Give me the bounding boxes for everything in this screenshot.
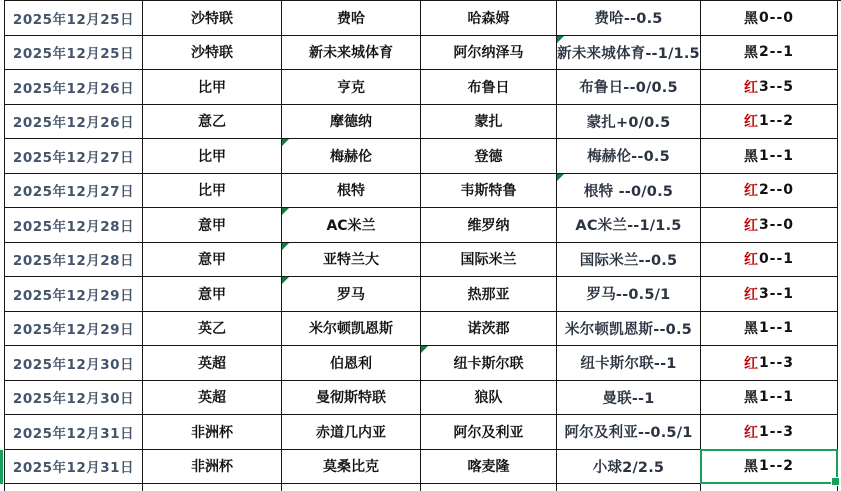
- home-team-text: 莫桑比克: [323, 459, 379, 476]
- date-text: 2025年12月30日: [12, 356, 135, 373]
- cell-date[interactable]: [5, 70, 143, 105]
- result-score-text: 2--1: [758, 44, 795, 61]
- result-score-text: 3--5: [758, 78, 795, 95]
- league-text: 沙特联: [191, 45, 233, 62]
- cell-handicap[interactable]: [557, 208, 701, 243]
- cell-result[interactable]: [701, 36, 838, 71]
- empty-cell[interactable]: [143, 484, 282, 491]
- cell-date[interactable]: [5, 139, 143, 174]
- date-text: 2025年12月28日: [12, 253, 135, 270]
- cell-away-team[interactable]: [421, 381, 557, 416]
- handicap-text: 罗马--0.5/1: [586, 287, 671, 304]
- cell-away-team[interactable]: [421, 312, 557, 347]
- home-team-text: 米尔顿凯恩斯: [309, 321, 393, 338]
- cell-date[interactable]: [5, 208, 143, 243]
- handicap-text: 米尔顿凯恩斯--0.5: [565, 321, 692, 338]
- home-team-text: 梅赫伦: [330, 148, 372, 165]
- table-row: [5, 277, 841, 312]
- cell-away-team[interactable]: [421, 1, 557, 36]
- error-triangle-icon: [557, 174, 564, 181]
- away-team-text: 蒙扎: [474, 114, 503, 131]
- cell-date[interactable]: [5, 381, 143, 416]
- cell-date[interactable]: [5, 450, 143, 485]
- league-text: 意甲: [198, 217, 226, 234]
- result-score-text: 1--3: [758, 423, 795, 440]
- league-text: 意甲: [198, 252, 226, 269]
- cell-home-team[interactable]: [282, 415, 421, 450]
- table-row: [5, 174, 841, 209]
- table-row: [5, 450, 841, 485]
- date-text: 2025年12月26日: [12, 115, 135, 132]
- result-score-text: 3--0: [758, 216, 795, 233]
- home-team-text: 赤道几内亚: [316, 424, 386, 441]
- cell-league[interactable]: [143, 312, 282, 347]
- cell-home-team[interactable]: [282, 312, 421, 347]
- cell-date[interactable]: [5, 415, 143, 450]
- result-prefix-text: 红: [743, 424, 759, 441]
- result-prefix-text: 黑: [743, 45, 759, 62]
- result-score-text: 1--1: [758, 389, 795, 406]
- table-row: [5, 70, 841, 105]
- table-row: [5, 415, 841, 450]
- result-score-text: 2--0: [758, 182, 795, 199]
- handicap-text: 梅赫伦--0.5: [587, 149, 670, 166]
- result-prefix-text: 红: [743, 114, 759, 131]
- date-text: 2025年12月31日: [12, 425, 135, 442]
- error-triangle-icon: [282, 277, 289, 284]
- cell-date[interactable]: [5, 36, 143, 71]
- result-score-text: 1--2: [758, 113, 795, 130]
- result-score-text: 0--0: [758, 9, 795, 26]
- result-prefix-text: 黑: [743, 390, 759, 407]
- selected-row-indicator: [0, 450, 3, 485]
- cell-league[interactable]: [143, 346, 282, 381]
- cell-result[interactable]: [701, 381, 838, 416]
- cell-result[interactable]: [701, 70, 838, 105]
- cell-league[interactable]: [143, 381, 282, 416]
- cell-handicap[interactable]: [557, 36, 701, 71]
- league-text: 英超: [198, 390, 226, 407]
- cell-handicap[interactable]: [557, 105, 701, 140]
- handicap-text: 根特 --0/0.5: [583, 183, 674, 200]
- date-text: 2025年12月28日: [12, 218, 135, 235]
- result-prefix-text: 黑: [743, 459, 759, 476]
- date-text: 2025年12月25日: [12, 11, 135, 28]
- league-text: 比甲: [198, 183, 226, 200]
- cell-result[interactable]: [701, 139, 838, 174]
- home-team-text: 伯恩利: [330, 355, 372, 372]
- cell-away-team[interactable]: [421, 174, 557, 209]
- empty-cell[interactable]: [5, 484, 143, 491]
- cell-date[interactable]: [5, 1, 143, 36]
- cell-home-team[interactable]: [282, 139, 421, 174]
- result-score-text: 1--3: [758, 354, 795, 371]
- table-row: [5, 105, 841, 140]
- result-prefix-text: 黑: [743, 321, 759, 338]
- date-text: 2025年12月30日: [12, 391, 135, 408]
- cell-away-team[interactable]: [421, 450, 557, 485]
- cell-result[interactable]: [701, 174, 838, 209]
- error-triangle-icon: [282, 208, 289, 215]
- cell-league[interactable]: [143, 450, 282, 485]
- cell-away-team[interactable]: [421, 139, 557, 174]
- cell-league[interactable]: [143, 174, 282, 209]
- error-triangle-icon: [557, 36, 564, 43]
- league-text: 比甲: [198, 79, 226, 96]
- result-prefix-text: 红: [743, 183, 759, 200]
- date-text: 2025年12月27日: [12, 184, 135, 201]
- cell-away-team[interactable]: [421, 415, 557, 450]
- cell-league[interactable]: [143, 1, 282, 36]
- cell-date[interactable]: [5, 312, 143, 347]
- cell-home-team[interactable]: [282, 105, 421, 140]
- table-row: [5, 36, 841, 71]
- cell-handicap[interactable]: [557, 450, 701, 485]
- cell-home-team[interactable]: [282, 346, 421, 381]
- table-row: [5, 208, 841, 243]
- cell-result[interactable]: [701, 243, 838, 278]
- league-text: 意甲: [198, 286, 226, 303]
- result-prefix-text: 红: [743, 355, 759, 372]
- date-text: 2025年12月25日: [12, 46, 135, 63]
- cell-date[interactable]: [5, 277, 143, 312]
- cell-away-team[interactable]: [421, 243, 557, 278]
- league-text: 意乙: [198, 114, 226, 131]
- away-team-text: 喀麦隆: [467, 459, 510, 476]
- cell-home-team[interactable]: [282, 381, 421, 416]
- date-text: 2025年12月27日: [12, 149, 135, 166]
- away-team-text: 阿尔纳泽马: [453, 45, 524, 62]
- cell-date[interactable]: [5, 243, 143, 278]
- away-team-text: 布鲁日: [467, 79, 510, 96]
- away-team-text: 韦斯特鲁: [460, 183, 517, 200]
- cell-away-team[interactable]: [421, 105, 557, 140]
- cell-home-team[interactable]: [282, 174, 421, 209]
- results-spreadsheet: [4, 0, 841, 491]
- handicap-text: 纽卡斯尔联--1: [580, 356, 677, 373]
- home-team-text: 根特: [337, 183, 365, 200]
- league-text: 非洲杯: [191, 424, 233, 441]
- empty-cell[interactable]: [557, 484, 701, 491]
- date-text: 2025年12月29日: [12, 322, 135, 339]
- table-row: [5, 312, 841, 347]
- result-prefix-text: 红: [743, 252, 759, 269]
- result-score-text: 3--1: [758, 285, 795, 302]
- cell-handicap[interactable]: [557, 346, 701, 381]
- cell-league[interactable]: [143, 208, 282, 243]
- cell-league[interactable]: [143, 36, 282, 71]
- away-team-text: 诺茨郡: [467, 321, 510, 338]
- cell-date[interactable]: [5, 105, 143, 140]
- table-row: [5, 243, 841, 278]
- handicap-text: 新未来城体育--1/1.5: [557, 45, 700, 62]
- error-triangle-icon: [421, 346, 428, 353]
- error-triangle-icon: [282, 243, 289, 250]
- date-text: 2025年12月29日: [12, 287, 135, 304]
- league-text: 英超: [198, 355, 226, 372]
- table-row: [5, 381, 841, 416]
- result-score-text: 0--1: [758, 251, 795, 268]
- cell-home-team[interactable]: [282, 243, 421, 278]
- home-team-text: 摩德纳: [330, 114, 372, 131]
- cell-date[interactable]: [5, 346, 143, 381]
- cell-league[interactable]: [143, 415, 282, 450]
- cell-handicap[interactable]: [557, 381, 701, 416]
- cell-result[interactable]: [701, 346, 838, 381]
- away-team-text: 哈森姆: [467, 10, 510, 27]
- cell-handicap[interactable]: [557, 277, 701, 312]
- cell-away-team[interactable]: [421, 346, 557, 381]
- handicap-text: AC米兰--1/1.5: [575, 218, 682, 235]
- away-team-text: 登德: [474, 148, 503, 165]
- cell-league[interactable]: [143, 243, 282, 278]
- away-team-text: 阿尔及利亚: [453, 424, 524, 441]
- result-prefix-text: 黑: [743, 148, 759, 165]
- cell-handicap[interactable]: [557, 312, 701, 347]
- table-row: [5, 139, 841, 174]
- home-team-text: 曼彻斯特联: [316, 390, 386, 407]
- cell-away-team[interactable]: [421, 70, 557, 105]
- cell-handicap[interactable]: [557, 1, 701, 36]
- home-team-text: 亚特兰大: [323, 252, 379, 269]
- handicap-text: 曼联--1: [602, 390, 655, 407]
- result-prefix-text: 黑: [743, 10, 759, 27]
- date-text: 2025年12月31日: [12, 460, 135, 477]
- cell-league[interactable]: [143, 70, 282, 105]
- empty-cell[interactable]: [282, 484, 421, 491]
- cell-date[interactable]: [5, 174, 143, 209]
- error-triangle-icon: [282, 139, 289, 146]
- league-text: 沙特联: [191, 10, 233, 27]
- home-team-text: 新未来城体育: [309, 45, 393, 62]
- cell-result[interactable]: [701, 208, 838, 243]
- result-score-text: 1--1: [758, 147, 795, 164]
- cell-home-team[interactable]: [282, 208, 421, 243]
- home-team-text: 罗马: [337, 286, 365, 303]
- handicap-text: 布鲁日--0/0.5: [579, 80, 678, 97]
- cell-result[interactable]: [701, 277, 838, 312]
- home-team-text: AC米兰: [326, 217, 376, 234]
- cell-handicap[interactable]: [557, 174, 701, 209]
- away-team-text: 热那亚: [467, 286, 510, 303]
- cell-handicap[interactable]: [557, 139, 701, 174]
- cell-result[interactable]: [701, 450, 838, 485]
- away-team-text: 纽卡斯尔联: [453, 355, 524, 372]
- cell-home-team[interactable]: [282, 70, 421, 105]
- away-team-text: 狼队: [474, 390, 503, 407]
- partial-next-row: [5, 484, 841, 491]
- handicap-text: 蒙扎+0/0.5: [586, 114, 671, 131]
- empty-cell[interactable]: [701, 484, 838, 491]
- home-team-text: 亨克: [337, 79, 365, 96]
- result-prefix-text: 红: [743, 286, 759, 303]
- handicap-text: 小球2/2.5: [592, 459, 665, 476]
- cell-away-team[interactable]: [421, 208, 557, 243]
- cell-league[interactable]: [143, 277, 282, 312]
- cell-handicap[interactable]: [557, 70, 701, 105]
- cell-home-team[interactable]: [282, 277, 421, 312]
- home-team-text: 费哈: [337, 10, 365, 27]
- handicap-text: 阿尔及利亚--0.5/1: [564, 425, 693, 442]
- cell-home-team[interactable]: [282, 1, 421, 36]
- cell-home-team[interactable]: [282, 36, 421, 71]
- league-text: 非洲杯: [191, 459, 233, 476]
- league-text: 比甲: [198, 148, 226, 165]
- cell-result[interactable]: [701, 312, 838, 347]
- date-text: 2025年12月26日: [12, 80, 135, 97]
- league-text: 英乙: [198, 321, 226, 338]
- result-score-text: 1--1: [758, 320, 795, 337]
- handicap-text: 国际米兰--0.5: [579, 252, 678, 269]
- cell-result[interactable]: [701, 415, 838, 450]
- table-row: [5, 1, 841, 36]
- cell-result[interactable]: [701, 105, 838, 140]
- cell-away-team[interactable]: [421, 36, 557, 71]
- cell-result[interactable]: [701, 1, 838, 36]
- table-row: [5, 346, 841, 381]
- cell-handicap[interactable]: [557, 415, 701, 450]
- cell-home-team[interactable]: [282, 450, 421, 485]
- result-prefix-text: 红: [743, 217, 759, 234]
- empty-cell[interactable]: [421, 484, 557, 491]
- result-score-text: 1--2: [758, 458, 795, 475]
- handicap-text: 费哈--0.5: [594, 11, 663, 28]
- cell-league[interactable]: [143, 105, 282, 140]
- cell-league[interactable]: [143, 139, 282, 174]
- cell-away-team[interactable]: [421, 277, 557, 312]
- away-team-text: 国际米兰: [460, 252, 517, 269]
- away-team-text: 维罗纳: [467, 217, 510, 234]
- cell-handicap[interactable]: [557, 243, 701, 278]
- result-prefix-text: 红: [743, 79, 759, 96]
